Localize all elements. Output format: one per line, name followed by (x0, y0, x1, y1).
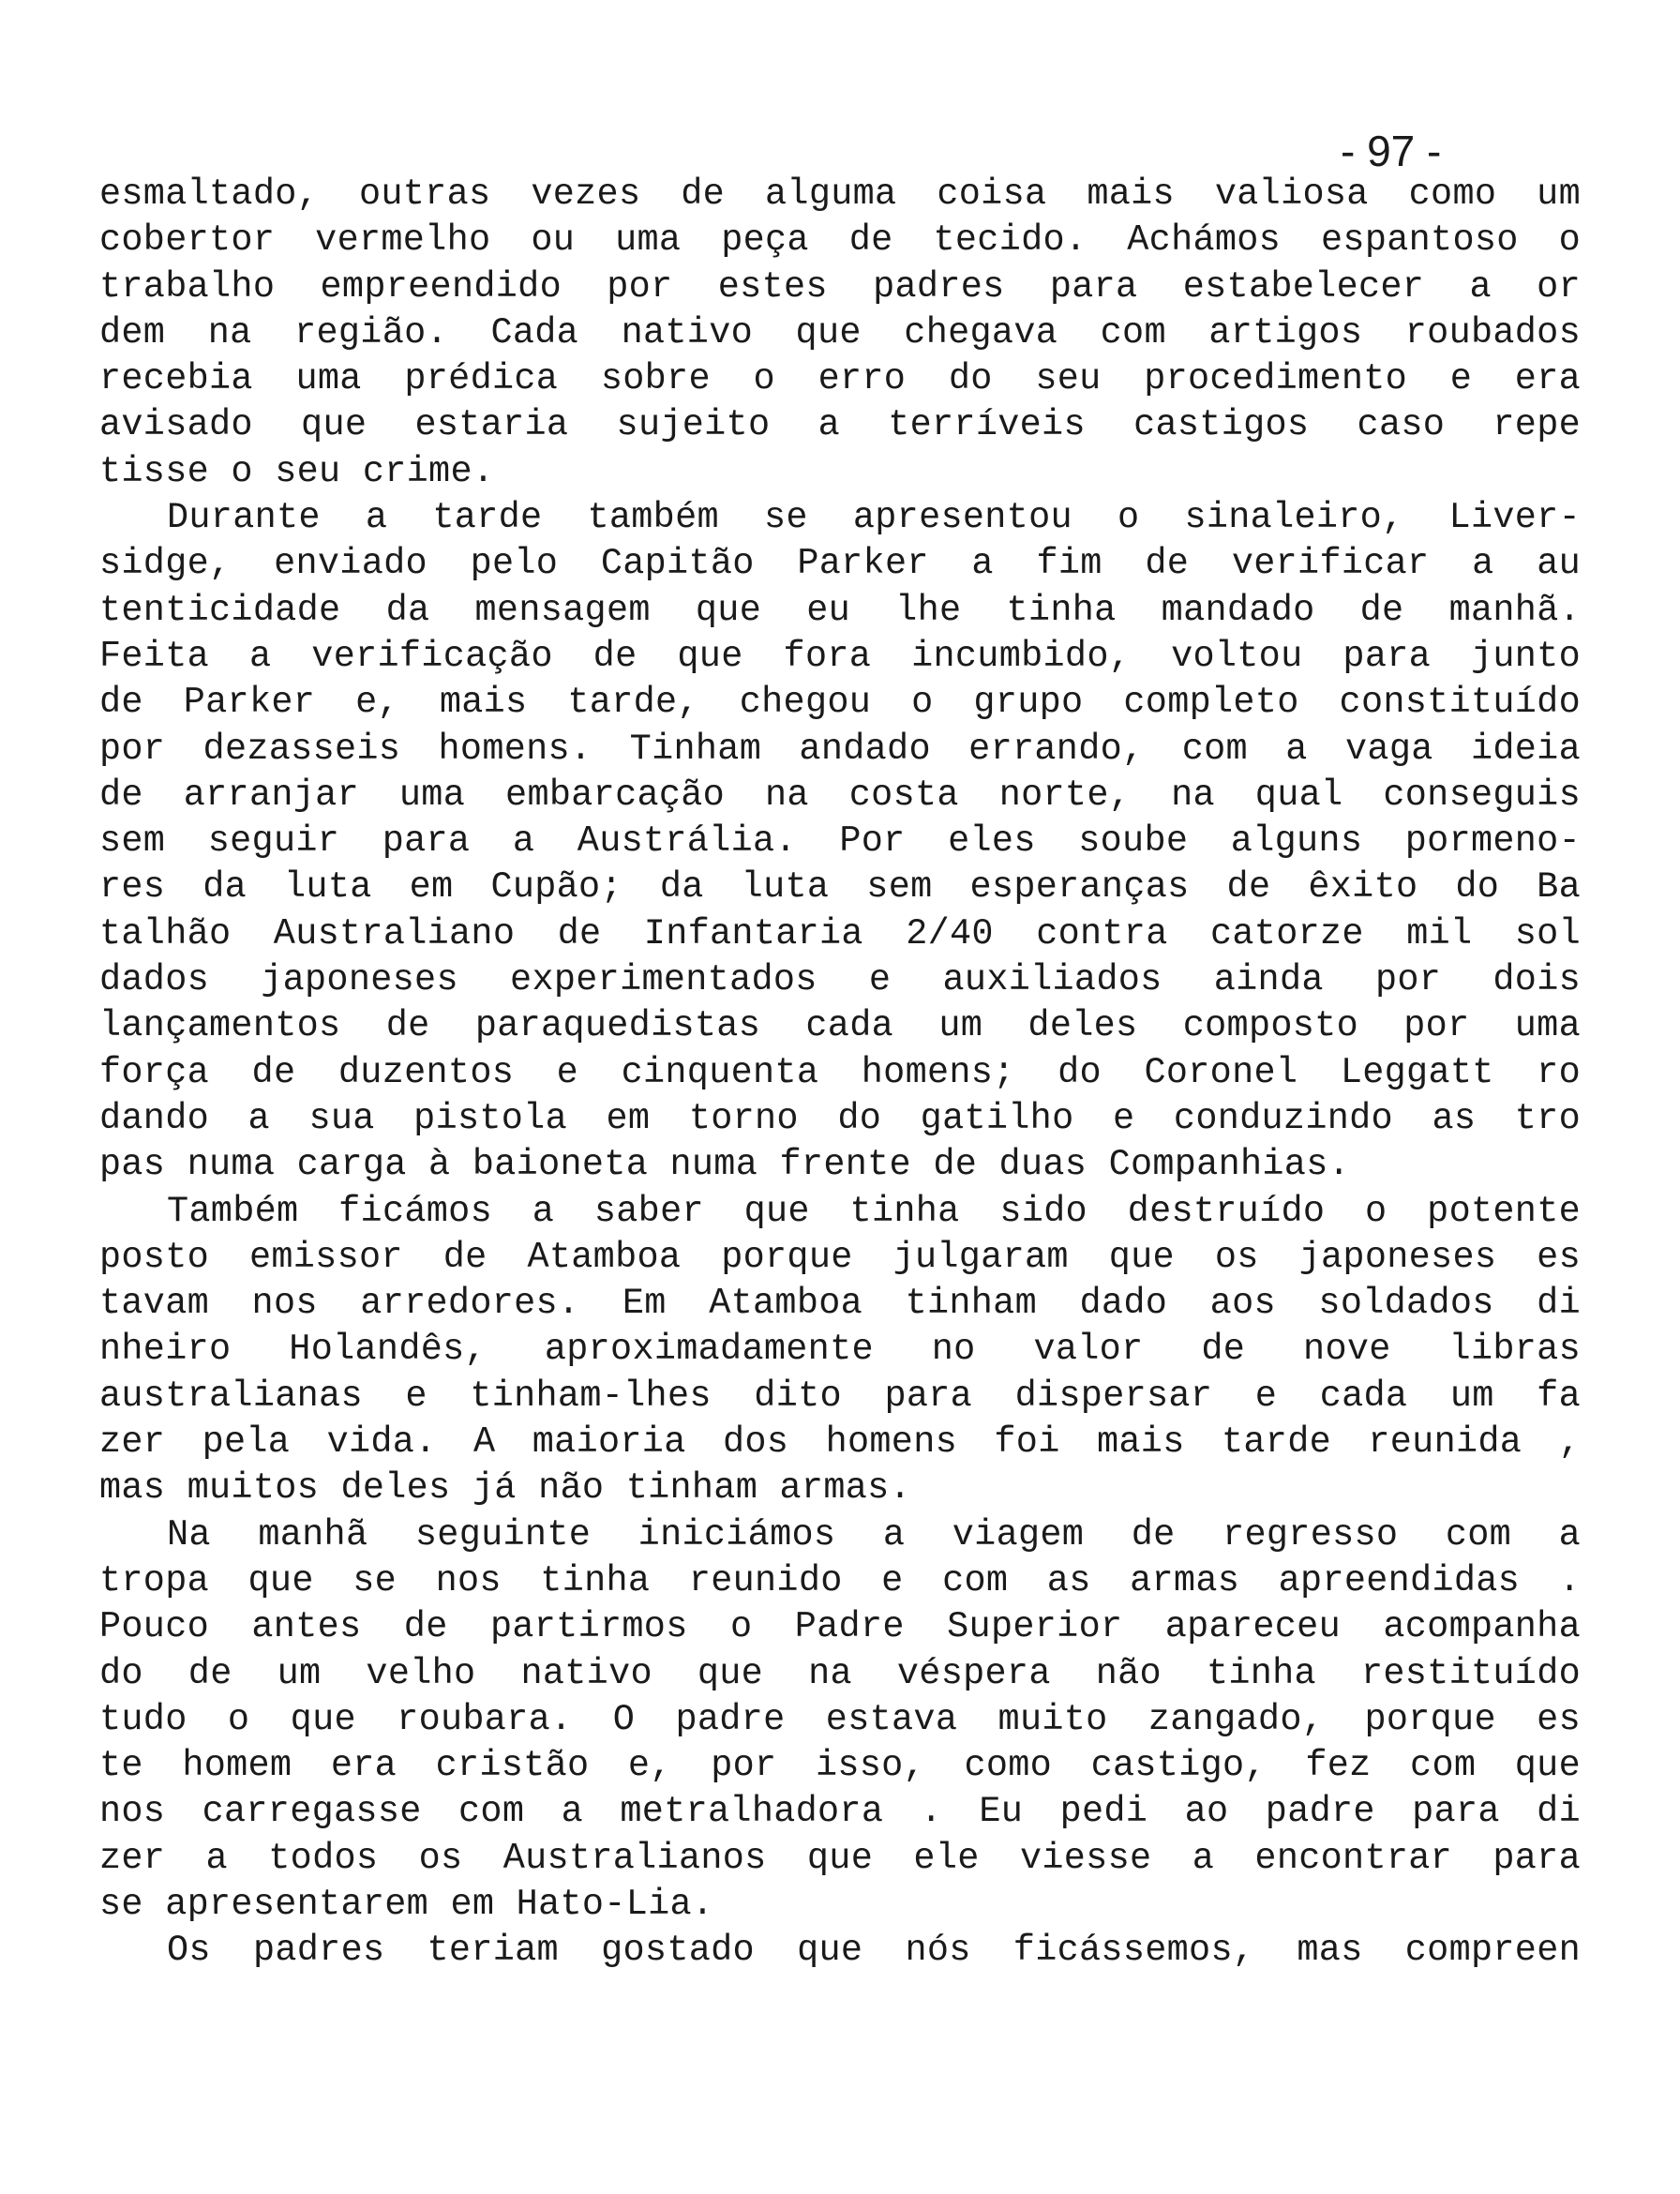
text-line: Pouco antes de partirmos o Padre Superior apareceu acompanha (99, 1606, 1581, 1648)
text-line: de arranjar uma embarcação na costa norte, na qual conseguis (99, 774, 1581, 816)
text-line: australianas e tinham-lhes dito para dispersar e cada um fa (99, 1375, 1581, 1417)
text-line: mas muitos deles já não tinham armas. (99, 1467, 911, 1510)
text-line: tisse o seu crime. (99, 450, 495, 492)
text-line: tudo o que roubara. O padre estava muito zangado, porque es (99, 1698, 1581, 1740)
text-line: Também ficámos a saber que tinha sido destruído o potente (167, 1190, 1581, 1232)
text-line: recebia uma prédica sobre o erro do seu procedimento e era (99, 358, 1581, 400)
text-line: dando a sua pistola em torno do gatilho e conduzindo as tro (99, 1097, 1581, 1139)
text-line: lançamentos de paraquedistas cada um deles composto por uma (99, 1005, 1581, 1047)
text-line: esmaltado, outras vezes de alguma coisa mais valiosa como um (99, 173, 1581, 215)
text-line: trabalho empreendido por estes padres para estabelecer a or (99, 265, 1581, 308)
text-line: tropa que se nos tinha reunido e com as armas apreendidas . (99, 1559, 1581, 1601)
text-line: posto emissor de Atamboa porque julgaram que os japoneses es (99, 1236, 1581, 1278)
text-line: zer a todos os Australianos que ele viesse a encontrar para (99, 1837, 1581, 1879)
text-line: por dezasseis homens. Tinham andado errando, com a vaga ideia (99, 728, 1581, 770)
text-line: sidge, enviado pelo Capitão Parker a fim de verificar a au (99, 543, 1581, 585)
page-number: - 97 - (1341, 127, 1442, 175)
text-line: dem na região. Cada nativo que chegava com artigos roubados (99, 311, 1581, 353)
text-line: nos carregasse com a metralhadora . Eu pedi ao padre para di (99, 1791, 1581, 1833)
text-line: dados japoneses experimentados e auxiliados ainda por dois (99, 959, 1581, 1001)
text-line: tavam nos arredores. Em Atamboa tinham dado aos soldados di (99, 1283, 1581, 1325)
text-line: pas numa carga à baioneta numa frente de duas Companhias. (99, 1144, 1351, 1186)
text-line: se apresentarem em Hato-Lia. (99, 1883, 714, 1925)
text-line: nheiro Holandês, aproximadamente no valor de nove libras (99, 1329, 1581, 1371)
text-line: te homem era cristão e, por isso, como castigo, fez com que (99, 1745, 1581, 1787)
text-line: de Parker e, mais tarde, chegou o grupo completo constituído (99, 682, 1581, 724)
text-line: sem seguir para a Austrália. Por eles soube alguns pormeno- (99, 820, 1581, 863)
text-line: res da luta em Cupão; da luta sem esperanças de êxito do Ba (99, 866, 1581, 909)
text-line: Os padres teriam gostado que nós ficássemos, mas compreen (167, 1930, 1581, 1972)
text-line: Feita a verificação de que fora incumbido, voltou para junto (99, 635, 1581, 677)
text-line: Durante a tarde também se apresentou o sinaleiro, Liver- (167, 497, 1581, 539)
text-line: tenticidade da mensagem que eu lhe tinha mandado de manhã. (99, 589, 1581, 631)
text-line: avisado que estaria sujeito a terríveis castigos caso repe (99, 404, 1581, 446)
body-text (99, 172, 1581, 1975)
text-line: zer pela vida. A maioria dos homens foi mais tarde reunida , (99, 1421, 1581, 1464)
text-line: talhão Australiano de Infantaria 2/40 contra catorze mil sol (99, 912, 1581, 954)
text-line: cobertor vermelho ou uma peça de tecido. Achámos espantoso o (99, 219, 1581, 262)
text-line: do de um velho nativo que na véspera não tinha restituído (99, 1652, 1581, 1694)
text-line: Na manhã seguinte iniciámos a viagem de regresso com a (167, 1513, 1581, 1555)
text-line: força de duzentos e cinquenta homens; do Coronel Leggatt ro (99, 1051, 1581, 1093)
